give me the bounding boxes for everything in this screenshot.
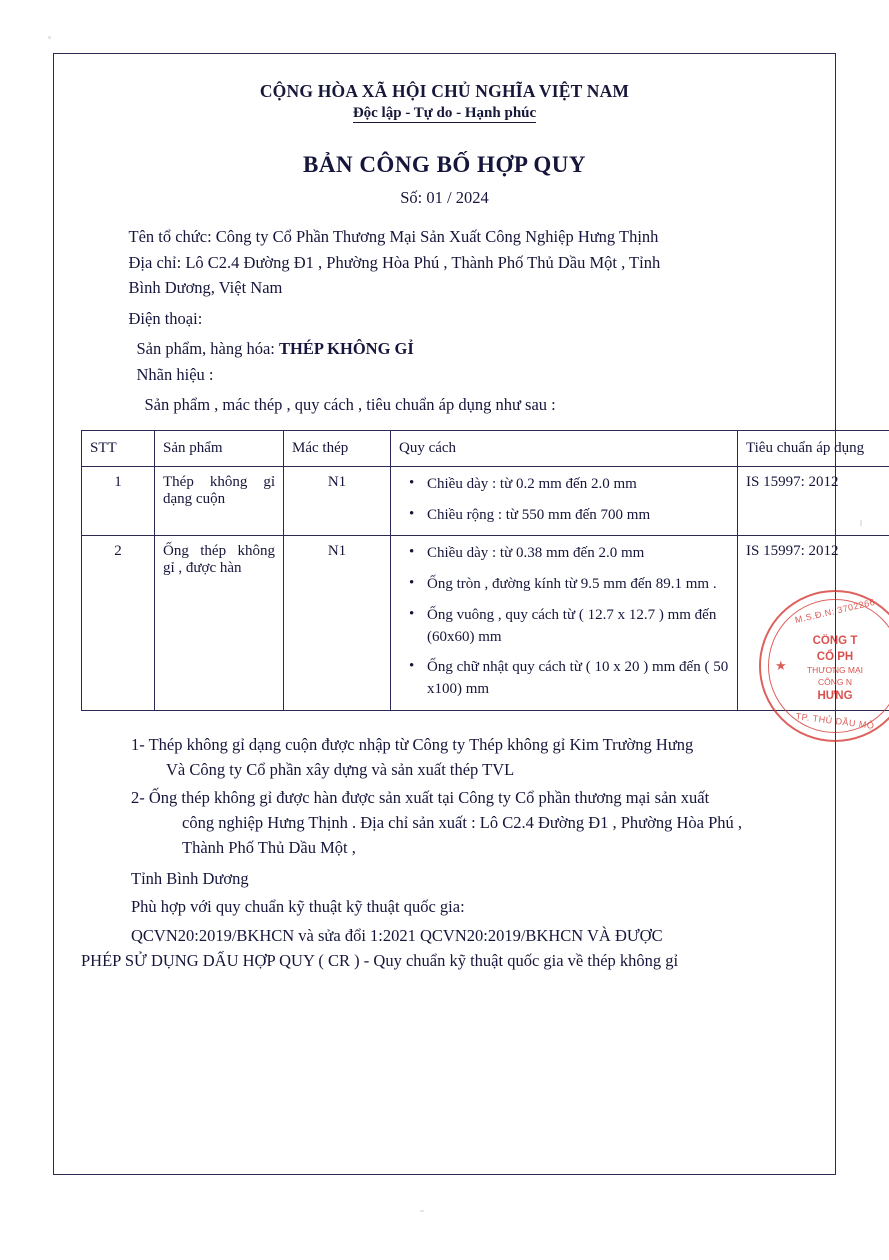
cell-grade: N1 bbox=[284, 536, 391, 711]
nation-motto bbox=[81, 105, 808, 122]
spec-item: • Ống chữ nhật quy cách từ ( 10 x 20 ) mm đến ( 50 x100) mm bbox=[419, 657, 729, 701]
org-row bbox=[81, 224, 808, 250]
final-block bbox=[81, 924, 808, 974]
cell-grade: N1 bbox=[284, 466, 391, 536]
note-2 bbox=[116, 786, 808, 860]
spec-list bbox=[399, 543, 729, 701]
phone-row: Điện thoại: bbox=[128, 308, 203, 328]
stamp-line-2: CỔ PH bbox=[816, 650, 854, 663]
col-header-spec: Quy cách bbox=[391, 430, 738, 466]
info-block bbox=[81, 224, 808, 418]
note-2-cont-2: Thành Phố Thủ Dầu Một , bbox=[182, 837, 356, 857]
nation-motto-text: Độc lập - Tự do - Hạnh phúc bbox=[352, 105, 537, 121]
address-row-2: Bình Dương, Việt Nam bbox=[128, 278, 283, 298]
note-2-text: 2- Ống thép không gỉ được hàn được sản xuất tại Công ty Cổ phần thương mại sản xuất bbox=[131, 788, 710, 808]
cell-spec bbox=[391, 466, 738, 536]
note-1 bbox=[116, 733, 808, 783]
specification-table bbox=[81, 430, 889, 711]
star-icon: ★ bbox=[775, 658, 787, 673]
nation-title: CỘNG HÒA XÃ HỘI CHỦ NGHĨA VIỆT NAM bbox=[259, 81, 630, 101]
note-1-cont: Và Công ty Cổ phần xây dựng và sản xuất thép TVL bbox=[166, 759, 515, 779]
cell-product: Ống thép không gỉ , được hàn bbox=[155, 536, 284, 711]
cell-stt: 2 bbox=[82, 536, 155, 711]
table-row bbox=[82, 466, 889, 536]
note-2-cont-1: công nghiệp Hưng Thịnh . Địa chỉ sản xuất : Lô C2.4 Đường Đ1 , Phường Hòa Phú , bbox=[182, 813, 743, 833]
cell-standard: IS 15997: 2012 bbox=[738, 536, 889, 711]
org-label: Tên tổ chức: bbox=[128, 227, 216, 246]
spec-item: • Chiều rộng : từ 550 mm đến 700 mm bbox=[419, 505, 729, 527]
province-line: Tỉnh Bình Dương bbox=[131, 868, 249, 888]
col-header-standard: Tiêu chuẩn áp dụng bbox=[738, 430, 889, 466]
org-value: Công ty Cổ Phần Thương Mại Sản Xuất Công Nghiệp Hưng Thịnh bbox=[215, 227, 659, 246]
scan-artifact bbox=[420, 1210, 424, 1212]
stamp-line-4: CÔNG N bbox=[818, 676, 852, 687]
spec-item: • Chiều dày : từ 0.2 mm đến 2.0 mm bbox=[419, 474, 729, 496]
table-header-row bbox=[82, 430, 889, 466]
stamp-line-1: CÔNG T bbox=[812, 635, 858, 647]
spec-list bbox=[399, 474, 729, 527]
brand-row: Nhãn hiệu : bbox=[136, 364, 214, 384]
product-row bbox=[81, 336, 808, 362]
cell-stt: 1 bbox=[82, 466, 155, 536]
product-value: THÉP KHÔNG GỈ bbox=[279, 339, 414, 359]
table-row bbox=[82, 536, 889, 711]
address-row bbox=[81, 250, 808, 276]
stamp-line-3: THƯƠNG MẠI bbox=[806, 665, 864, 676]
cell-spec bbox=[391, 536, 738, 711]
document-number: Số: 01 / 2024 bbox=[400, 188, 489, 207]
final-line-1: QCVN20:2019/BKHCN và sửa đổi 1:2021 QCVN20:2019/BKHCN VÀ ĐƯỢC bbox=[131, 926, 663, 946]
address-label: Địa chỉ: bbox=[128, 252, 186, 272]
col-header-grade: Mác thép bbox=[284, 430, 391, 466]
product-label: Sản phẩm, hàng hóa: bbox=[136, 339, 280, 359]
page-title: BẢN CÔNG BỐ HỢP QUY bbox=[303, 152, 586, 177]
spec-item: • Ống tròn , đường kính từ 9.5 mm đến 89.1 mm . bbox=[419, 574, 729, 596]
col-header-stt: STT bbox=[82, 430, 155, 466]
conformity-line: Phù hợp với quy chuẩn kỹ thuật kỹ thuật quốc gia: bbox=[131, 897, 465, 917]
stamp-arc-bottom: TP. THỦ DẦU MỘ bbox=[795, 711, 875, 731]
stamp-line-5: HƯNG bbox=[817, 689, 853, 702]
address-value: Lô C2.4 Đường Đ1 , Phường Hòa Phú , Thành Phố Thủ Dầu Một , Tỉnh bbox=[185, 252, 661, 272]
scan-artifact bbox=[860, 520, 862, 526]
document-content bbox=[53, 53, 865, 1175]
stamp-arc-top: M.S.Đ.N: 3702266 bbox=[793, 596, 877, 626]
notes-block bbox=[81, 733, 808, 974]
col-header-product: Sản phẩm bbox=[155, 430, 284, 466]
cell-standard: IS 15997: 2012 bbox=[738, 466, 889, 536]
scan-artifact bbox=[48, 36, 51, 39]
spec-item: • Chiều dày : từ 0.38 mm đến 2.0 mm bbox=[419, 543, 729, 565]
table-intro: Sản phẩm , mác thép , quy cách , tiêu chuẩn áp dụng như sau : bbox=[144, 395, 556, 415]
spec-item: • Ống vuông , quy cách từ ( 12.7 x 12.7 ) mm đến (60x60) mm bbox=[419, 605, 729, 649]
final-line-2: PHÉP SỬ DỤNG DẤU HỢP QUY ( CR ) - Quy chuẩn kỹ thuật quốc gia về thép không gỉ bbox=[81, 950, 679, 970]
cell-product: Thép không gỉ dạng cuộn bbox=[155, 466, 284, 536]
note-1-text: 1- Thép không gỉ dạng cuộn được nhập từ Công ty Thép không gỉ Kim Trường Hưng bbox=[131, 734, 694, 754]
